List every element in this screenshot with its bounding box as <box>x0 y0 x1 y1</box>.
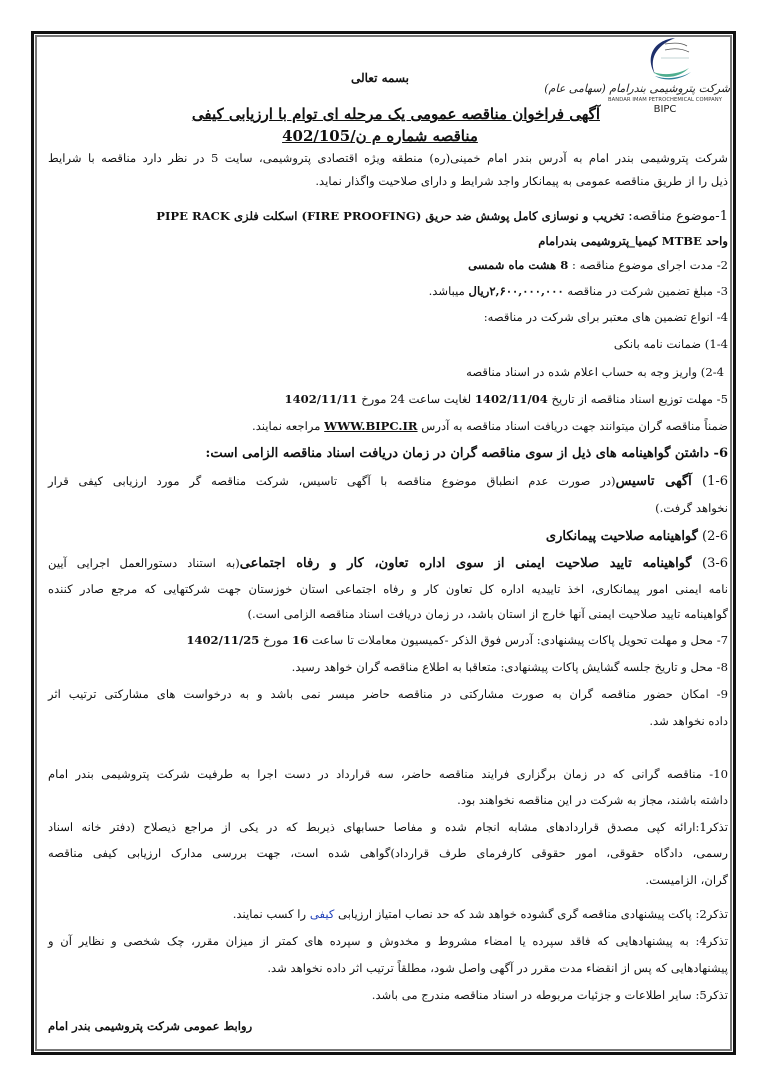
note-1-line-2: رسمی، دادگاه حقوقی، امور حقوقی کارفرمای طرف قرارداد)گواهی شده است، جهت بررسی مدارک ارزیابی کیفی مناقصه <box>48 846 728 860</box>
item-6-3-text: (به استناد دستورالعمل اجرایی آیین <box>48 556 240 570</box>
item-6-1 <box>48 473 728 490</box>
note-1-line-3: گران، الزامیست. <box>645 873 728 887</box>
item-5-note-b: مراجعه نمایند. <box>252 419 325 433</box>
tender-number-text: مناقصه شماره م ن/402/105 <box>282 127 478 145</box>
item-4: 4- انواع تضمین های معتبر برای شرکت در مناقصه: <box>483 310 728 324</box>
item-6-3-line-3: گواهینامه تایید صلاحیت ایمنی آنها خارج از استان باشد، در زمان دریافت اسناد مناقصه الزامی است.) <box>247 607 728 621</box>
item-7 <box>48 632 728 648</box>
note-2 <box>48 906 728 922</box>
item-7-hour: 16 <box>292 633 309 647</box>
item-6-3-title: گواهینامه تایید صلاحیت ایمنی از سوی اداره تعاون، کار و رفاه اجتماعی <box>239 556 692 571</box>
item-3-amount: ۲,۶۰۰,۰۰۰,۰۰۰ریال <box>468 284 564 298</box>
document-title-text: آگهی فراخوان مناقصه عمومی یک مرحله ای توام با ارزیابی کیفی <box>191 105 600 123</box>
note-1-line-1: تذکر1:ارائه کپی مصدق قراردادهای مشابه انجام شده و مفاصا حسابهای ذیربط که در یکی از مراجع ذیصلاح (دفتر خانه اسناد <box>48 820 728 834</box>
item-10-line-2: داشته باشند، مجاز به شرکت در این مناقصه نخواهند بود. <box>457 793 728 807</box>
item-7-date: 1402/11/25 <box>186 633 260 647</box>
item-5-end-date: 1402/11/11 <box>284 392 358 406</box>
item-5-start-date: 1402/11/04 <box>474 392 548 406</box>
footer-signature <box>48 1018 548 1034</box>
logo-english-name: BANDAR IMAM PETROCHEMICAL COMPANY <box>607 97 723 103</box>
item-6-1-line-2: نخواهد گرفت.) <box>655 501 728 515</box>
item-4-1: 1-4) ضمانت نامه بانکی <box>613 337 728 351</box>
item-1 <box>48 208 728 225</box>
tender-number <box>200 128 560 144</box>
item-3 <box>48 283 728 299</box>
logo-persian-name: شرکت پتروشیمی بندرامام (سهامی عام) <box>544 82 730 95</box>
logo-arc-icon <box>635 34 695 84</box>
note-2-text-b: را کسب نمایند. <box>232 907 310 921</box>
logo-abbreviation: BIPC <box>653 104 677 115</box>
item-7-text-b: مورخ <box>259 633 292 647</box>
item-5-note <box>48 418 728 434</box>
website-link[interactable]: WWW.BIPC.IR <box>324 419 418 433</box>
item-6-2 <box>48 528 728 545</box>
item-1-prefix: 1-موضوع مناقصه: <box>624 209 728 224</box>
item-6-1-text: (در صورت عدم انطباق موضوع مناقصه با آگهی تاسیس، شرکت مناقصه گر مورد ارزیابی کیفی قرار <box>48 474 616 488</box>
item-6: 6- داشتن گواهینامه های ذیل از سوی مناقصه گران در زمان دریافت اسناد مناقصه الزامی است: <box>205 446 728 461</box>
company-logo <box>544 34 730 126</box>
intro-line-1: شرکت پتروشیمی بندر امام به آدرس بندر امام خمینی(ره) منطقه ویژه اقتصادی پتروشیمی، سایت 5 در نظر دارد مناقصه با شرایط <box>48 151 729 165</box>
item-4-2: 2-4) واریز وجه به حساب اعلام شده در اسناد مناقصه <box>466 365 724 379</box>
item-2-prefix: 2- مدت اجرای موضوع مناقصه : <box>568 258 728 272</box>
item-6-2-num: 2-6) <box>697 529 728 544</box>
item-8: 8- محل و تاریخ جلسه گشایش پاکات پیشنهادی: متعاقبا به اطلاع مناقصه گران خواهد رسید. <box>291 660 728 674</box>
item-2-duration: 8 هشت ماه شمسی <box>468 258 569 272</box>
item-6-3-line-2: نامه ایمنی امور پیمانکاری، اخذ تاییدیه اداره کل تعاون کار و رفاه اجتماعی استان خوزستان جهت شرکتهایی که مرجع صادر کننده <box>48 582 728 596</box>
note-4-line-2: پیشنهادهایی که پس از انقضاء مدت مقرر در آگهی واصل شود، مطلقاً ترتیب اثر داده نخواهد شد. <box>267 961 728 975</box>
item-9-line-2: داده نخواهد شد. <box>649 714 728 728</box>
item-5-text-b: لغایت ساعت 24 مورخ <box>357 392 475 406</box>
item-1-subject: تخریب و نوسازی کامل پوشش ضد حریق (FIRE PROOFING) اسکلت فلزی PIPE RACK <box>156 209 625 223</box>
item-10-line-1: 10- مناقصه گرانی که در زمان برگزاری فرایند مناقصه حاضر، سه قرارداد در دست اجرا به طرفیت شرکت پتروشیمی بندر امام <box>48 767 728 781</box>
item-5-text-a: 5- مهلت توزیع اسناد مناقصه از تاریخ <box>547 392 728 406</box>
item-9-line-1: 9- امکان حضور مناقصه گران به صورت مشارکتی در مناقصه حاضر میسر نمی باشد و به درخواست های مشارکتی ترتیب اثر <box>48 687 728 701</box>
note-2-highlight: کیفی <box>309 907 335 921</box>
item-3-prefix: 3- مبلغ تضمین شرکت در مناقصه <box>563 284 728 298</box>
basmala: بسمه تعالی <box>350 71 410 85</box>
item-6-3 <box>48 555 728 572</box>
item-5 <box>48 391 728 407</box>
item-5-note-a: ضمناً مناقصه گران میتوانند جهت دریافت اسناد مناقصه به آدرس <box>417 419 728 433</box>
note-5: تذکر5: سایر اطلاعات و جزئیات مربوطه در اسناد مناقصه مندرج می باشد. <box>371 988 728 1002</box>
item-6-1-title: آگهی تاسیس <box>615 474 692 489</box>
item-6-2-title: گواهینامه صلاحیت پیمانکاری <box>545 529 698 544</box>
item-6-3-num: 3-6) <box>691 556 728 571</box>
item-7-text-a: 7- محل و مهلت تحویل پاکات پیشنهادی: آدرس فوق الذکر -کمیسیون معاملات تا ساعت <box>308 633 728 647</box>
note-4-line-1: تذکر4: به پیشنهادهایی که فاقد سپرده یا امضاء مشروط و مخدوش و سپرده های کمتر از میزان مقرر، چک شخصی و نظایر آن و <box>48 934 728 948</box>
note-2-text-a: تذکر2: پاکت پیشنهادی مناقصه گری گشوده خواهد شد که حد نصاب امتیاز ارزیابی <box>334 907 728 921</box>
item-2 <box>48 257 728 273</box>
intro-line-2: ذیل را از طریق مناقصه عمومی به پیمانکار واجد شرایط و دارای صلاحیت واگذار نماید. <box>315 174 728 188</box>
item-6-1-num: 1-6) <box>691 474 728 489</box>
footer-signature-text: روابط عمومی شرکت پتروشیمی بندر امام <box>48 1019 253 1033</box>
item-3-suffix: میباشد. <box>428 284 469 298</box>
document-title <box>191 105 600 123</box>
item-1-line-2: واحد MTBE کیمیا_پتروشیمی بندرامام <box>538 234 728 248</box>
